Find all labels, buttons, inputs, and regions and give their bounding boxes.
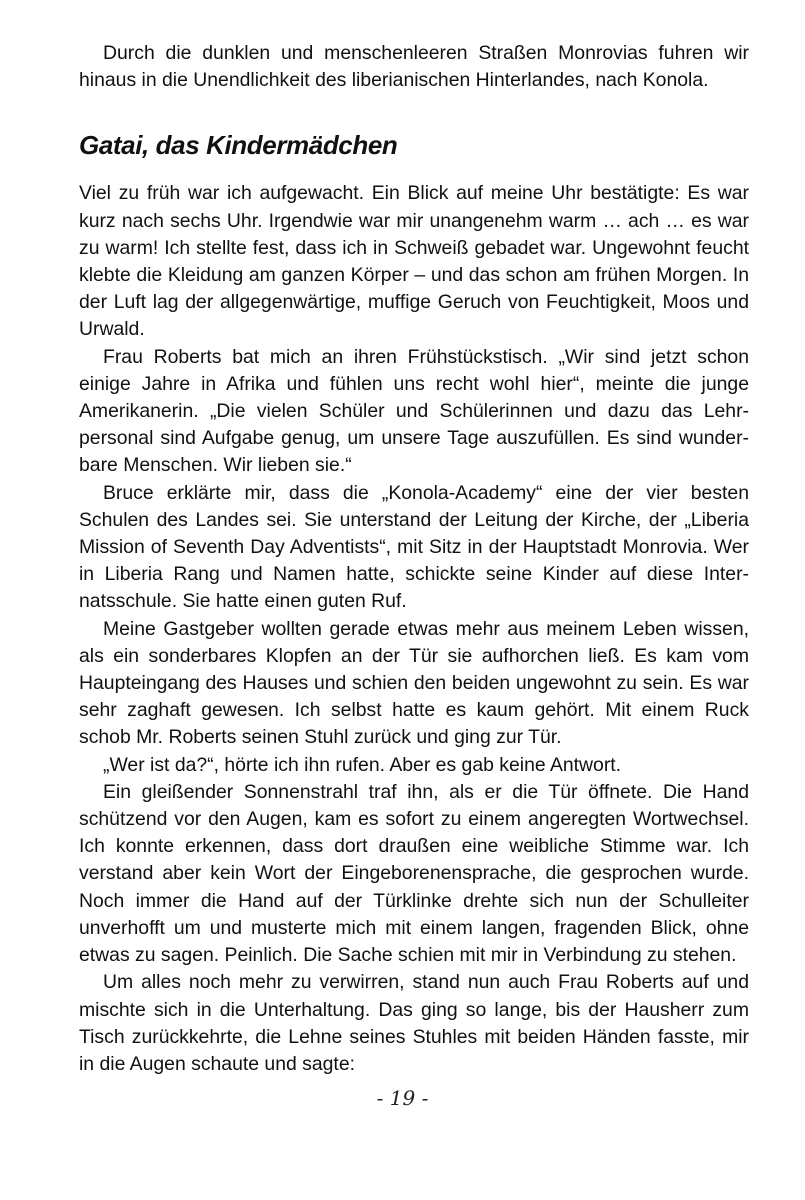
paragraph-2: Frau Roberts bat mich an ihren Frühstückstisch. „Wir sind jetzt schon einige Jahre in Afrika und fühlen uns recht wohl hier“, meinte die junge Amerikanerin. „Die vielen Schüler und Schülerinnen und dazu das Lehrpersonal sind Aufgabe genug, um unsere Tage auszufüllen. Es sind wunderbare Menschen. Wir lieben sie.“ bbox=[79, 345, 749, 477]
page-number: - 19 - bbox=[376, 1086, 429, 1110]
paragraph-6: Ein gleißender Sonnenstrahl traf ihn, als er die Tür öffnete. Die Hand schützend vor den Augen, kam es sofort zu einem angeregten Wortwechsel. Ich konnte erkennen, dass dort draußen eine weibliche Stimme war. Ich verstand aber kein Wort der Eingeborenensprache, die gesprochen wurde. Noch immer die Hand auf der Türklinke drehte sich nun der Schulleiter unverhofft um und musterte mich mit einem langen, fragenden Blick, ohne etwas zu sagen. Peinlich. Die Sache schien mit mir in Verbindung zu stehen. bbox=[79, 780, 749, 967]
section-title: Gatai, das Kindermädchen bbox=[79, 130, 398, 161]
paragraph-5: „Wer ist da?“, hörte ich ihn rufen. Aber es gab keine Antwort. bbox=[103, 753, 622, 776]
paragraph-4: Meine Gastgeber wollten gerade etwas mehr aus meinem Leben wissen, als ein sonderbares Klopfen an der Tür sie aufhorchen ließ. Es kam vom Haupteingang des Hauses und schien den beiden ungewohnt zu sein. Es war sehr zaghaft gewesen. Ich selbst hatte es kaum gehört. Mit einem Ruck schob Mr. Roberts seinen Stuhl zurück und ging zur Tür. bbox=[79, 617, 749, 749]
paragraph-1: Viel zu früh war ich aufgewacht. Ein Blick auf meine Uhr bestätigte: Es war kurz nach sechs Uhr. Irgendwie war mir unangenehm warm … ach … es war zu warm! Ich stellte fest, dass ich in Schweiß gebadet war. Ungewohnt feucht klebte die Kleidung am ganzen Körper – und das schon am frühen Morgen. In der Luft lag der allgegenwärtige, muffige Geruch von Feuchtigkeit, Moos und Urwald. bbox=[79, 182, 749, 341]
paragraph-7: Um alles noch mehr zu verwirren, stand nun auch Frau Roberts auf und mischte sich in die Unterhaltung. Das ging so lange, bis der Hausherr zum Tisch zurückkehrte, die Lehne seines Stuhles mit beiden Händen fasste, mir in die Augen schaute und sagte: bbox=[79, 971, 749, 1075]
page-content bbox=[79, 40, 749, 1078]
paragraph-3: Bruce erklärte mir, dass die „Konola-Academy“ eine der vier besten Schulen des Landes sei. Sie unterstand der Leitung der Kirche, der „Liberia Mission of Seventh Day Adventists“, mit Sitz in der Hauptstadt Monrovia. Wer in Liberia Rang und Namen hatte, schickte seine Kinder auf diese Internatsschule. Sie hatte einen guten Ruf. bbox=[79, 481, 749, 613]
intro-paragraph: Durch die dunklen und menschenleeren Straßen Monrovias fuhren wir hinaus in die Unendlichkeit des liberianischen Hinterlandes, nach Konola. bbox=[79, 42, 749, 92]
